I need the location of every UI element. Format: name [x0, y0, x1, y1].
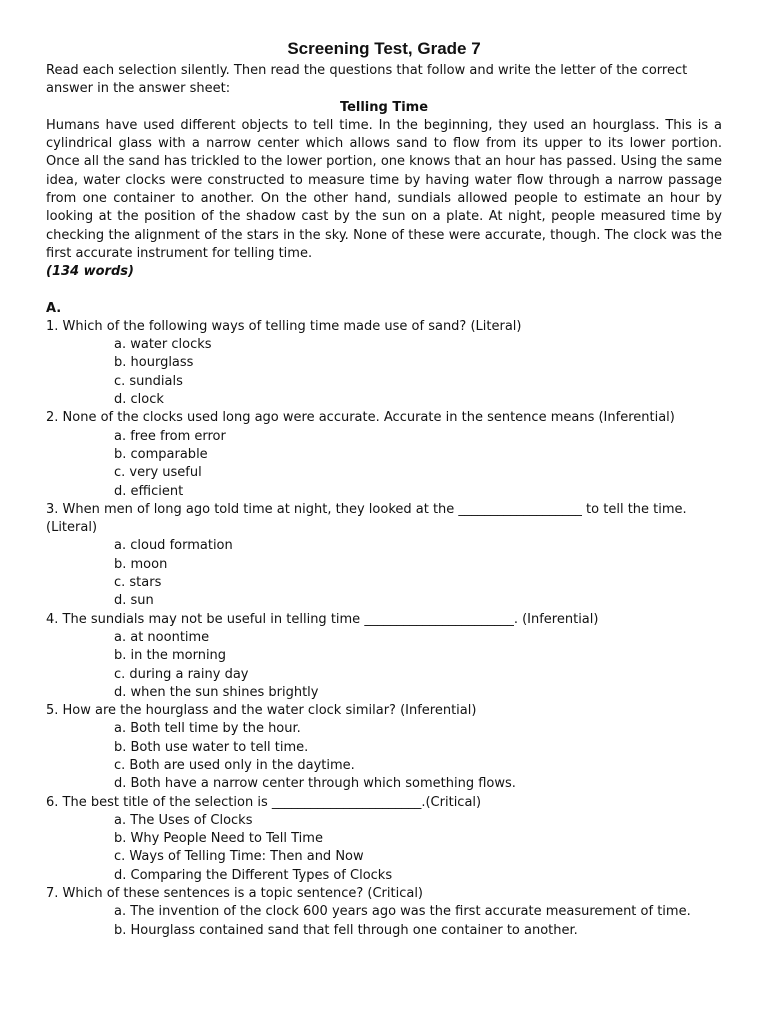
instructions: Read each selection silently. Then read the questions that follow and write the letter of the correct answer in the answer sheet:: [46, 63, 688, 97]
choice-list: [46, 629, 722, 702]
question-text: 7. Which of these sentences is a topic sentence? (Critical): [46, 886, 423, 902]
question-1: [46, 318, 722, 409]
choice-c: c. Ways of Telling Time: Then and Now: [114, 849, 364, 865]
choice-d: d. Both have a narrow center through which something flows.: [114, 776, 516, 792]
choice-c: c. Both are used only in the daytime.: [114, 757, 355, 773]
choice-b: b. Both use water to tell time.: [114, 739, 309, 755]
choice-a: a. cloud formation: [114, 538, 233, 554]
page-title: Screening Test, Grade 7: [287, 39, 481, 58]
choice-b: b. moon: [114, 556, 168, 572]
selection-body: Humans have used different objects to tell time. In the beginning, they used an hourglass. This is a cylindrical glass with a narrow center which allows sand to flow from its upper to its lower portion. Once all the sand has trickled to the lower portion, one knows that an hour has passed. Using the same idea, water clocks were constructed to measure time by having water flow through a narrow passage from one container to another. On the other hand, sundials allowed people to estimate an hour by looking at the position of the shadow cast by the sun on a plate. At night, people measured time by checking the alignment of the stars in the sky. None of these were accurate, though. The clock was the first accurate instrument for telling time.: [46, 117, 722, 261]
question-5: [46, 702, 722, 793]
choice-d: d. clock: [114, 392, 164, 408]
question-6: [46, 794, 722, 885]
choice-c: c. sundials: [114, 373, 183, 389]
question-3: [46, 501, 722, 611]
choice-a: a. at noontime: [114, 629, 210, 645]
choice-c: c. during a rainy day: [114, 666, 249, 682]
choice-b: b. hourglass: [114, 355, 194, 371]
question-7: [46, 885, 722, 940]
choice-list: [46, 812, 722, 885]
choice-a: a. water clocks: [114, 337, 212, 353]
question-list: [46, 318, 722, 940]
question-text: 2. None of the clocks used long ago were accurate. Accurate in the sentence means (Inferential): [46, 410, 675, 426]
choice-c: c. very useful: [114, 465, 202, 481]
choice-a: a. The invention of the clock 600 years ago was the first accurate measurement of time.: [114, 904, 691, 920]
question-text: 1. Which of the following ways of telling time made use of sand? (Literal): [46, 318, 522, 334]
choice-a: a. Both tell time by the hour.: [114, 721, 301, 737]
choice-list: [46, 428, 722, 501]
choice-b: b. Why People Need to Tell Time: [114, 831, 323, 847]
choice-a: a. free from error: [114, 428, 226, 444]
choice-b: b. comparable: [114, 446, 208, 462]
question-4: [46, 611, 722, 702]
word-count: (134 words): [46, 264, 134, 280]
choice-d: d. Comparing the Different Types of Clocks: [114, 867, 393, 883]
choice-c: c. stars: [114, 575, 162, 591]
choice-list: [46, 903, 722, 940]
choice-a: a. The Uses of Clocks: [114, 812, 253, 828]
selection-heading: Telling Time: [339, 99, 429, 115]
choice-list: [46, 537, 722, 610]
question-text: 3. When men of long ago told time at night, they looked at the ___________________ to tell the time. (Literal): [46, 501, 687, 536]
choice-d: d. when the sun shines brightly: [114, 684, 319, 700]
question-text: 4. The sundials may not be useful in telling time _______________________. (Inferential): [46, 611, 599, 627]
question-2: [46, 409, 722, 500]
section-label: A.: [46, 300, 62, 316]
choice-d: d. efficient: [114, 483, 184, 499]
choice-list: [46, 336, 722, 409]
choice-d: d. sun: [114, 593, 154, 609]
question-text: 6. The best title of the selection is _______________________.(Critical): [46, 794, 482, 810]
choice-list: [46, 720, 722, 793]
choice-b: b. in the morning: [114, 648, 227, 664]
choice-b: b. Hourglass contained sand that fell through one container to another.: [114, 922, 578, 938]
question-text: 5. How are the hourglass and the water clock similar? (Inferential): [46, 703, 477, 719]
